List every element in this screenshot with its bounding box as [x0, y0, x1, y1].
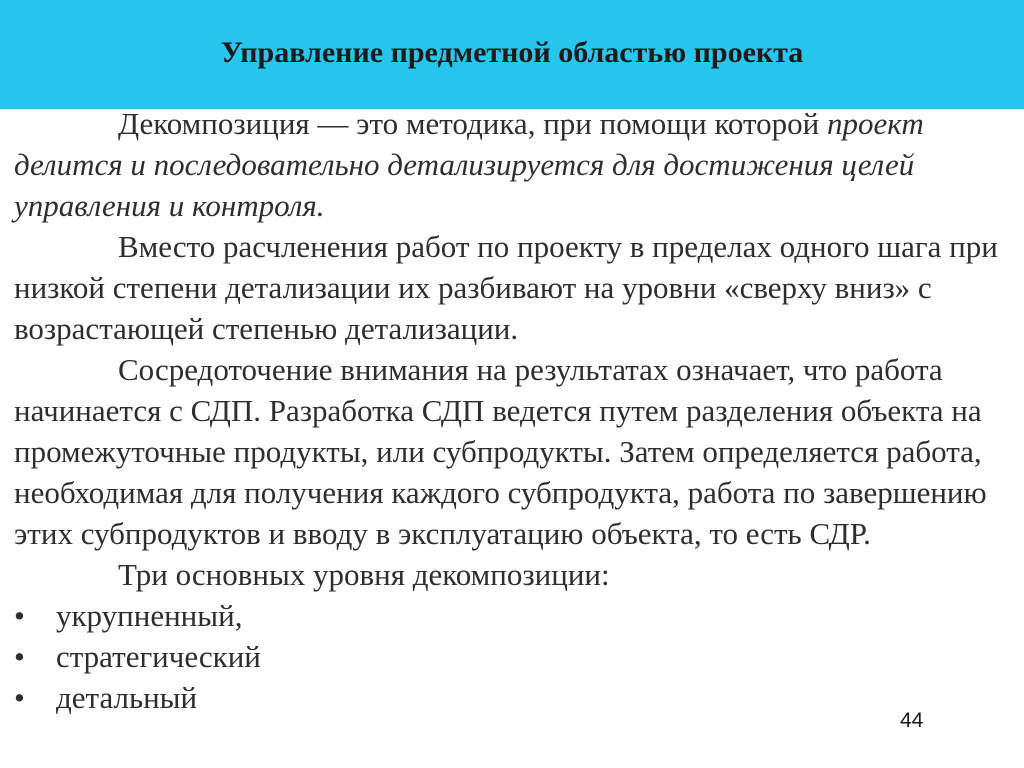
bullet-icon: •	[14, 680, 25, 715]
slide-body	[14, 103, 1014, 718]
paragraph-top-down: Вместо расчленения работ по проекту в пределах одного шага при низкой степени детализации их разбивают на уровни «сверху вниз» с возрастающей степенью детализации.	[14, 229, 998, 346]
paragraph-levels-intro: Три основных уровня декомпозиции:	[118, 557, 610, 592]
list-item	[14, 595, 1014, 636]
paragraph-decomposition	[14, 103, 1014, 226]
list-item	[14, 636, 1014, 677]
header-bar	[0, 0, 1024, 109]
decomposition-definition-start: Декомпозиция — это методика, при помощи которой	[118, 106, 820, 141]
bullet-icon: •	[14, 639, 25, 674]
list-item	[14, 677, 1014, 718]
page-number: 44	[900, 709, 924, 732]
levels-list	[14, 595, 1014, 718]
bullet-icon: •	[14, 598, 25, 633]
paragraph-results-focus: Сосредоточение внимания на результатах означает, что работа начинается с СДП. Разработка СДП ведется путем разделения объекта на промежуточные продукты, или субпродукты. Затем определяется работа, необходимая для получения каждого субпродукта, работа по завершению этих субпродуктов и вводу в эксплуатацию объекта, то есть СДР.	[14, 352, 987, 551]
decomposition-definition-italic: проект делится и последовательно детализируется для достижения целей управления и контроля.	[14, 106, 924, 223]
slide-title: Управление предметной областью проекта	[220, 36, 804, 69]
list-item-label: детальный	[56, 680, 198, 715]
list-item-label: стратегический	[56, 639, 261, 674]
list-item-label: укрупненный,	[56, 598, 243, 633]
